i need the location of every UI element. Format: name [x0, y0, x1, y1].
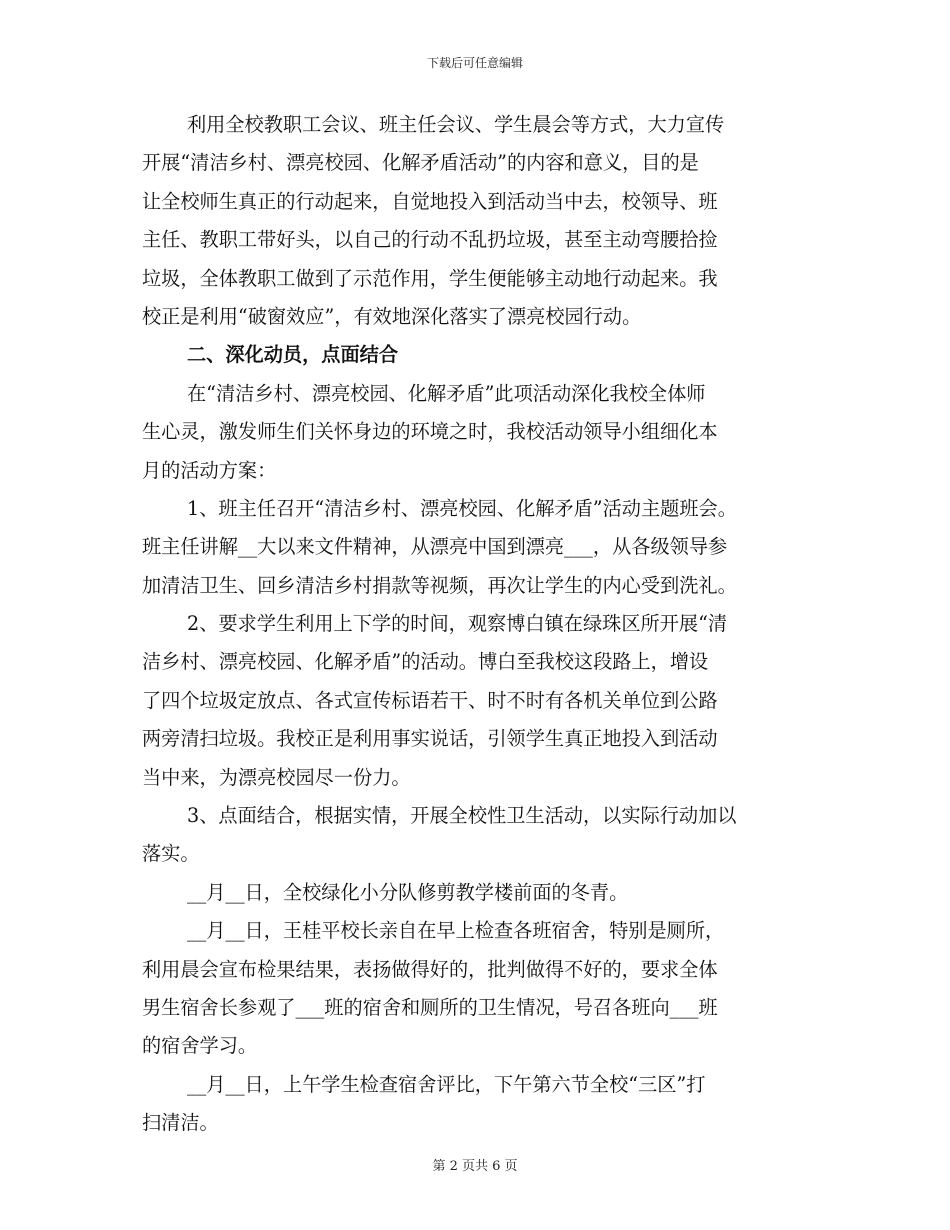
body-line: 加清洁卫生、回乡清洁乡村捐款等视频，再次让学生的内心受到洗礼。 [142, 573, 737, 597]
body-line: 主任、教职工带好头，以自己的行动不乱扔垃圾，甚至主动弯腰拾捡 [142, 228, 718, 252]
body-line: 班主任讲解__大以来文件精神，从漂亮中国到漂亮___，从各级领导参 [142, 535, 728, 559]
body-line: 在“清洁乡村、漂亮校园、化解矛盾”此项活动深化我校全体师 [187, 381, 706, 405]
body-line: 垃圾，全体教职工做到了示范作用，学生便能够主动地行动起来。我 [142, 266, 718, 290]
body-line: 2、要求学生利用上下学的时间，观察博白镇在绿珠区所开展“清 [187, 612, 728, 636]
body-line: 两旁清扫垃圾。我校正是利用事实说话，引领学生真正地投入到活动 [142, 727, 718, 751]
page-number: 第 2 页共 6 页 [432, 1159, 518, 1174]
section-heading: 二、深化动员，点面结合 [187, 343, 399, 367]
body-line: 的宿舍学习。 [142, 1034, 258, 1058]
body-line: 落实。 [142, 842, 200, 866]
body-line: 洁乡村、漂亮校园、化解矛盾”的活动。博白至我校这段路上，增设 [142, 650, 709, 674]
body-line: 让全校师生真正的行动起来，自觉地投入到活动当中去，校领导、班 [142, 189, 718, 213]
body-line: 男生宿舍长参观了___班的宿舍和厕所的卫生情况，号召各班向___班 [142, 995, 718, 1019]
body-line: 生心灵，激发师生们关怀身边的环境之时，我校活动领导小组细化本 [142, 420, 718, 444]
body-line: __月__日，上午学生检查宿舍评比，下午第六节全校“三区”打 [187, 1072, 706, 1096]
page-header: 下载后可任意编辑 [426, 56, 523, 70]
body-line: __月__日，王桂平校长亲自在早上检查各班宿舍，特别是厕所， [187, 919, 725, 943]
body-line: 3、点面结合，根据实情，开展全校性卫生活动，以实际行动加以 [187, 804, 737, 828]
body-line: 月的活动方案： [142, 458, 277, 482]
document-body [142, 106, 812, 1143]
body-line: 当中来，为漂亮校园尽一份力。 [142, 765, 411, 789]
body-line: __月__日，全校绿化小分队修剪教学楼前面的冬青。 [187, 880, 629, 904]
body-line: 1、班主任召开“清洁乡村、漂亮校园、化解矛盾”活动主题班会。 [187, 496, 737, 520]
body-line: 利用晨会宣布检果结果，表扬做得好的，批判做得不好的，要求全体 [142, 957, 718, 981]
body-line: 了四个垃圾定放点、各式宣传标语若干、时不时有各机关单位到公路 [142, 688, 718, 712]
body-line: 开展“清洁乡村、漂亮校园、化解矛盾活动”的内容和意义，目的是 [142, 151, 699, 175]
body-line: 校正是利用“破窗效应”，有效地深化落实了漂亮校园行动。 [142, 304, 642, 328]
body-line: 利用全校教职工会议、班主任会议、学生晨会等方式，大力宣传 [187, 113, 725, 136]
body-line: 扫清洁。 [142, 1111, 219, 1135]
